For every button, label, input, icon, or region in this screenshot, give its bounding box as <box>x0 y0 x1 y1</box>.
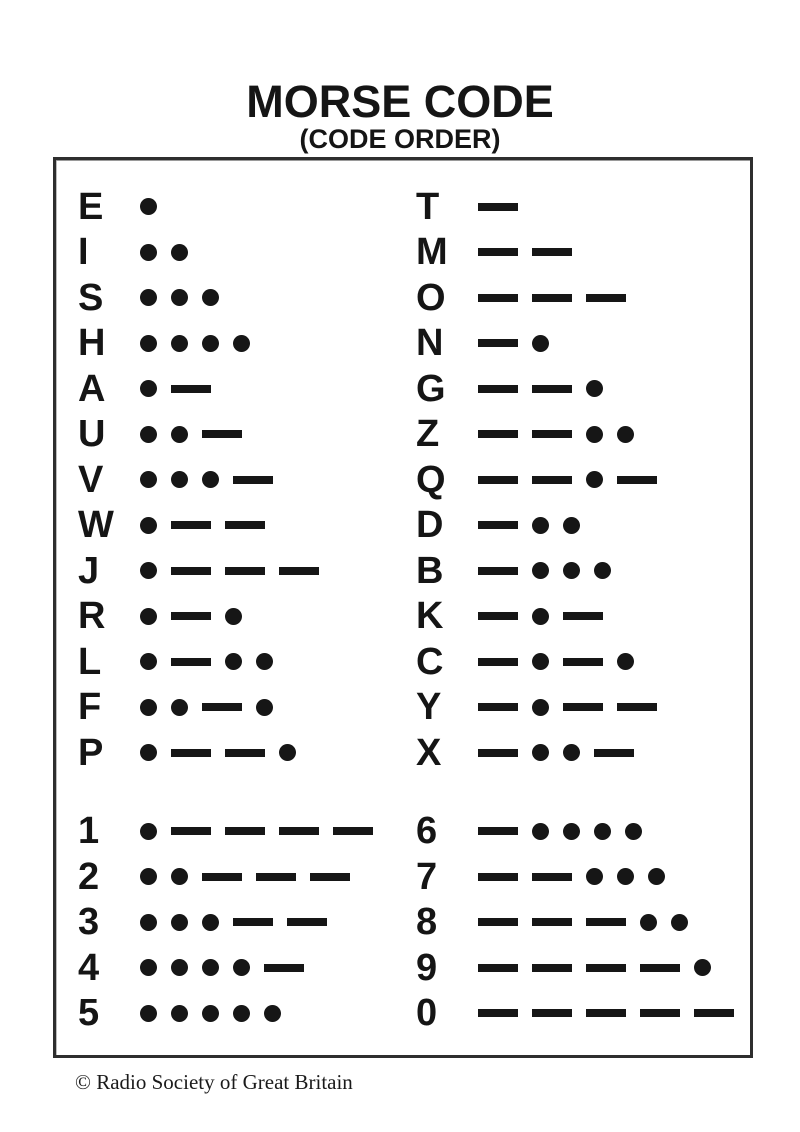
code-char: C <box>416 640 444 683</box>
dash-symbol <box>225 567 265 575</box>
dash-symbol <box>478 612 518 620</box>
code-row-w <box>78 503 373 549</box>
dot-symbol <box>140 959 157 976</box>
dash-symbol <box>478 476 518 484</box>
dash-symbol <box>202 873 242 881</box>
dot-symbol <box>140 517 157 534</box>
dot-symbol <box>233 1005 250 1022</box>
dash-symbol <box>478 521 518 529</box>
code-char: X <box>416 731 442 774</box>
dot-symbol <box>586 868 603 885</box>
page-subtitle: (CODE ORDER) <box>299 124 501 154</box>
dot-symbol <box>625 823 642 840</box>
code-group <box>78 809 373 1037</box>
dot-symbol <box>202 1005 219 1022</box>
dot-symbol <box>225 653 242 670</box>
code-symbols <box>140 426 242 443</box>
code-row-g <box>416 366 734 412</box>
dash-symbol <box>640 1009 680 1017</box>
dash-symbol <box>478 749 518 757</box>
dot-symbol <box>532 335 549 352</box>
code-char: T <box>416 185 440 228</box>
code-char: K <box>416 595 444 638</box>
dot-symbol <box>586 471 603 488</box>
dash-symbol <box>694 1009 734 1017</box>
dash-symbol <box>478 964 518 972</box>
code-symbols <box>140 562 319 579</box>
dash-symbol <box>225 521 265 529</box>
code-symbols <box>478 823 642 840</box>
code-char: H <box>78 322 106 365</box>
dot-symbol <box>140 426 157 443</box>
code-symbols <box>140 744 296 761</box>
dash-symbol <box>617 476 657 484</box>
code-char: R <box>78 595 106 638</box>
dash-symbol <box>563 658 603 666</box>
code-symbols <box>140 914 327 931</box>
code-column-right <box>416 184 734 1036</box>
code-symbols <box>140 517 265 534</box>
dot-symbol <box>140 914 157 931</box>
code-symbols <box>478 1009 734 1017</box>
code-row-c <box>416 639 734 685</box>
code-char: A <box>78 367 106 410</box>
dot-symbol <box>140 471 157 488</box>
dash-symbol <box>478 658 518 666</box>
dot-symbol <box>586 380 603 397</box>
code-symbols <box>478 517 580 534</box>
code-char: I <box>78 231 89 274</box>
dash-symbol <box>563 703 603 711</box>
dash-symbol <box>478 203 518 211</box>
dot-symbol <box>202 289 219 306</box>
page-title: MORSE CODE <box>246 76 554 127</box>
dot-symbol <box>279 744 296 761</box>
code-char: 7 <box>416 855 438 898</box>
code-row-8 <box>416 900 734 946</box>
code-symbols <box>478 248 572 256</box>
code-symbols <box>478 294 626 302</box>
dash-symbol <box>532 476 572 484</box>
dash-symbol <box>586 294 626 302</box>
dash-symbol <box>586 964 626 972</box>
dot-symbol <box>586 426 603 443</box>
dot-symbol <box>256 653 273 670</box>
code-symbols <box>140 959 304 976</box>
dash-symbol <box>264 964 304 972</box>
code-row-3 <box>78 900 373 946</box>
dot-symbol <box>532 699 549 716</box>
dash-symbol <box>233 476 273 484</box>
code-row-q <box>416 457 734 503</box>
dash-symbol <box>532 1009 572 1017</box>
code-row-m <box>416 230 734 276</box>
dot-symbol <box>140 744 157 761</box>
dash-symbol <box>171 749 211 757</box>
dot-symbol <box>640 914 657 931</box>
code-row-p <box>78 730 373 776</box>
dot-symbol <box>140 289 157 306</box>
dot-symbol <box>617 426 634 443</box>
code-char: Y <box>416 686 442 729</box>
code-symbols <box>478 699 657 716</box>
code-symbols <box>478 203 518 211</box>
dot-symbol <box>140 699 157 716</box>
dash-symbol <box>478 248 518 256</box>
code-char: N <box>416 322 444 365</box>
dash-symbol <box>310 873 350 881</box>
dash-symbol <box>594 749 634 757</box>
code-row-v <box>78 457 373 503</box>
code-row-0 <box>416 991 734 1037</box>
dash-symbol <box>279 827 319 835</box>
code-symbols <box>140 823 373 840</box>
code-row-s <box>78 275 373 321</box>
dot-symbol <box>563 744 580 761</box>
dot-symbol <box>171 471 188 488</box>
dash-symbol <box>202 703 242 711</box>
dot-symbol <box>140 868 157 885</box>
code-char: 5 <box>78 992 100 1035</box>
code-char: W <box>78 504 114 547</box>
code-row-b <box>416 548 734 594</box>
code-symbols <box>140 608 242 625</box>
code-char: F <box>78 686 102 729</box>
dash-symbol <box>532 918 572 926</box>
code-row-r <box>78 594 373 640</box>
code-char: 9 <box>416 946 438 989</box>
code-row-d <box>416 503 734 549</box>
dash-symbol <box>279 567 319 575</box>
dash-symbol <box>640 964 680 972</box>
dot-symbol <box>532 608 549 625</box>
dash-symbol <box>563 612 603 620</box>
code-row-z <box>416 412 734 458</box>
dot-symbol <box>233 959 250 976</box>
dash-symbol <box>586 918 626 926</box>
code-symbols <box>478 959 711 976</box>
code-row-x <box>416 730 734 776</box>
code-row-y <box>416 685 734 731</box>
dash-symbol <box>202 430 242 438</box>
dot-symbol <box>171 959 188 976</box>
dot-symbol <box>532 562 549 579</box>
dash-symbol <box>478 1009 518 1017</box>
dash-symbol <box>532 294 572 302</box>
code-symbols <box>478 744 634 761</box>
dot-symbol <box>171 426 188 443</box>
dash-symbol <box>287 918 327 926</box>
dash-symbol <box>478 430 518 438</box>
code-row-6 <box>416 809 734 855</box>
code-char: 6 <box>416 810 438 853</box>
dash-symbol <box>478 385 518 393</box>
code-table <box>53 157 753 1058</box>
code-symbols <box>140 1005 281 1022</box>
code-char: O <box>416 276 446 319</box>
dash-symbol <box>532 430 572 438</box>
code-symbols <box>478 562 611 579</box>
dot-symbol <box>594 823 611 840</box>
code-char: 2 <box>78 855 100 898</box>
code-group <box>416 809 734 1037</box>
dot-symbol <box>202 959 219 976</box>
code-char: Z <box>416 413 440 456</box>
code-row-e <box>78 184 373 230</box>
dot-symbol <box>171 914 188 931</box>
code-symbols <box>478 380 603 397</box>
dash-symbol <box>225 827 265 835</box>
dash-symbol <box>333 827 373 835</box>
dot-symbol <box>171 1005 188 1022</box>
code-symbols <box>140 868 350 885</box>
dot-symbol <box>532 653 549 670</box>
dash-symbol <box>532 873 572 881</box>
code-char: V <box>78 458 104 501</box>
dash-symbol <box>478 339 518 347</box>
code-symbols <box>140 289 219 306</box>
dash-symbol <box>171 658 211 666</box>
code-symbols <box>140 653 273 670</box>
dot-symbol <box>140 562 157 579</box>
dot-symbol <box>171 289 188 306</box>
code-row-n <box>416 321 734 367</box>
code-symbols <box>478 914 688 931</box>
dot-symbol <box>140 608 157 625</box>
dash-symbol <box>256 873 296 881</box>
code-symbols <box>140 471 273 488</box>
code-row-u <box>78 412 373 458</box>
dot-symbol <box>532 744 549 761</box>
code-symbols <box>478 471 657 488</box>
dot-symbol <box>140 380 157 397</box>
dot-symbol <box>256 699 273 716</box>
code-char: U <box>78 413 106 456</box>
code-symbols <box>478 653 634 670</box>
dash-symbol <box>478 918 518 926</box>
dash-symbol <box>617 703 657 711</box>
dash-symbol <box>532 248 572 256</box>
dot-symbol <box>140 823 157 840</box>
code-symbols <box>478 608 603 625</box>
dash-symbol <box>478 873 518 881</box>
dash-symbol <box>532 964 572 972</box>
dot-symbol <box>617 653 634 670</box>
code-row-l <box>78 639 373 685</box>
code-char: M <box>416 231 448 274</box>
dot-symbol <box>140 653 157 670</box>
code-char: 4 <box>78 946 100 989</box>
dot-symbol <box>648 868 665 885</box>
dot-symbol <box>694 959 711 976</box>
dot-symbol <box>563 823 580 840</box>
dot-symbol <box>264 1005 281 1022</box>
copyright-notice: © Radio Society of Great Britain <box>75 1070 353 1094</box>
dot-symbol <box>171 244 188 261</box>
code-row-9 <box>416 945 734 991</box>
code-symbols <box>140 198 157 215</box>
dash-symbol <box>171 827 211 835</box>
code-row-t <box>416 184 734 230</box>
code-row-7 <box>416 854 734 900</box>
code-char: S <box>78 276 104 319</box>
code-group <box>78 184 373 776</box>
code-row-j <box>78 548 373 594</box>
dash-symbol <box>478 703 518 711</box>
dot-symbol <box>617 868 634 885</box>
code-symbols <box>478 335 549 352</box>
dash-symbol <box>171 521 211 529</box>
dot-symbol <box>532 823 549 840</box>
dot-symbol <box>202 335 219 352</box>
code-row-k <box>416 594 734 640</box>
dash-symbol <box>532 385 572 393</box>
dash-symbol <box>171 567 211 575</box>
dot-symbol <box>671 914 688 931</box>
dot-symbol <box>140 198 157 215</box>
code-symbols <box>478 426 634 443</box>
dash-symbol <box>225 749 265 757</box>
dot-symbol <box>563 562 580 579</box>
dot-symbol <box>233 335 250 352</box>
code-row-1 <box>78 809 373 855</box>
code-symbols <box>140 699 273 716</box>
code-symbols <box>478 868 665 885</box>
code-row-2 <box>78 854 373 900</box>
code-char: E <box>78 185 104 228</box>
dash-symbol <box>171 612 211 620</box>
dash-symbol <box>171 385 211 393</box>
code-symbols <box>140 244 188 261</box>
code-row-i <box>78 230 373 276</box>
dot-symbol <box>563 517 580 534</box>
code-char: Q <box>416 458 446 501</box>
code-char: 8 <box>416 901 438 944</box>
code-row-f <box>78 685 373 731</box>
dot-symbol <box>171 699 188 716</box>
dash-symbol <box>478 567 518 575</box>
dash-symbol <box>478 294 518 302</box>
dot-symbol <box>202 471 219 488</box>
code-group <box>416 184 734 776</box>
code-row-a <box>78 366 373 412</box>
dot-symbol <box>140 1005 157 1022</box>
code-char: 3 <box>78 901 100 944</box>
code-char: G <box>416 367 446 410</box>
code-char: D <box>416 504 444 547</box>
dot-symbol <box>140 244 157 261</box>
code-char: L <box>78 640 102 683</box>
dot-symbol <box>171 335 188 352</box>
dot-symbol <box>171 868 188 885</box>
dash-symbol <box>586 1009 626 1017</box>
code-symbols <box>140 335 250 352</box>
dot-symbol <box>140 335 157 352</box>
code-column-left <box>78 184 373 1036</box>
code-row-h <box>78 321 373 367</box>
code-row-5 <box>78 991 373 1037</box>
dot-symbol <box>225 608 242 625</box>
code-char: B <box>416 549 444 592</box>
code-row-o <box>416 275 734 321</box>
dash-symbol <box>233 918 273 926</box>
dash-symbol <box>478 827 518 835</box>
code-char: J <box>78 549 100 592</box>
code-row-4 <box>78 945 373 991</box>
dot-symbol <box>202 914 219 931</box>
code-char: P <box>78 731 104 774</box>
code-symbols <box>140 380 211 397</box>
dot-symbol <box>532 517 549 534</box>
code-char: 0 <box>416 992 438 1035</box>
code-char: 1 <box>78 810 100 853</box>
dot-symbol <box>594 562 611 579</box>
